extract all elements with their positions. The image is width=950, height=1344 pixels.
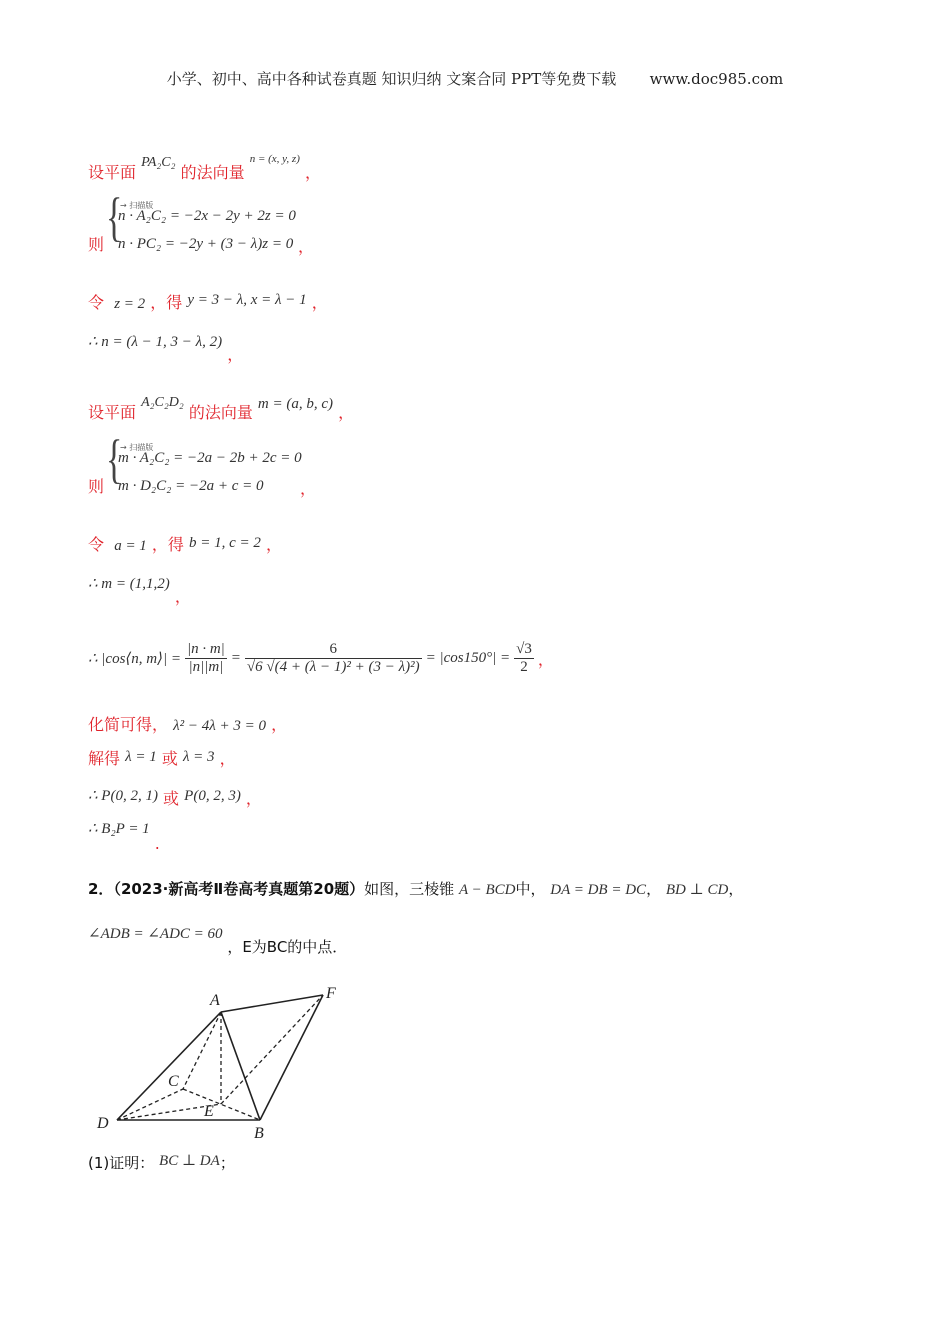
solve-label: 解得 bbox=[88, 749, 121, 768]
sol-line-9 bbox=[88, 630, 554, 686]
edge-AF bbox=[221, 995, 323, 1012]
comma: ， bbox=[245, 789, 262, 808]
problem-text: 如图，三棱锥 bbox=[364, 880, 455, 898]
cos150-equals: = |cos150°| = bbox=[425, 649, 511, 666]
plane-a2c2d2: A₂C₂D₂ bbox=[141, 395, 184, 410]
problem-text: ， bbox=[728, 880, 744, 898]
fraction-dot-over-norms bbox=[185, 641, 227, 676]
comma: ， bbox=[219, 749, 236, 768]
b2p-result: ∴ B₂P = 1 bbox=[88, 821, 150, 837]
problem-2-condition-angles bbox=[88, 926, 348, 956]
label-B: B bbox=[254, 1125, 264, 1142]
page-header bbox=[0, 68, 950, 89]
normal-label: 的法向量 bbox=[180, 163, 245, 182]
a-value: a = 1 bbox=[114, 538, 147, 554]
problem-text: 中， bbox=[515, 880, 546, 898]
equation-1: m · A₂C₂ = −2a − 2b + 2c = 0 bbox=[118, 450, 302, 466]
fraction-denominator: 2 bbox=[520, 658, 528, 675]
system-brace: { bbox=[106, 430, 123, 490]
let-label: 令 bbox=[88, 293, 105, 312]
system-brace: { bbox=[106, 188, 123, 248]
let-label: 令 bbox=[88, 535, 105, 554]
fraction-numerator: 6 bbox=[245, 641, 422, 659]
label-A: A bbox=[210, 992, 220, 1009]
problem-number: 2． bbox=[88, 880, 114, 898]
comma: ， bbox=[227, 345, 244, 364]
pyramid-name: A − BCD bbox=[458, 882, 516, 898]
comma: ， bbox=[311, 293, 328, 312]
b-c-result: b = 1, c = 2 bbox=[189, 535, 261, 551]
edge-FB bbox=[260, 995, 323, 1120]
sol-line-13 bbox=[88, 818, 160, 853]
lambda-3: λ = 3 bbox=[182, 749, 215, 765]
sol-line-10 bbox=[88, 712, 287, 735]
problem-text: ， bbox=[646, 880, 662, 898]
comma: ， bbox=[304, 163, 321, 182]
normal-label: 的法向量 bbox=[188, 403, 253, 422]
sol-line-3 bbox=[88, 290, 328, 313]
vector-m: m = (a, b, c) bbox=[257, 396, 334, 412]
comma: ， bbox=[537, 649, 554, 669]
plane-label: 设平面 bbox=[88, 163, 137, 182]
scan-mark: → 扫描版 bbox=[120, 443, 154, 452]
quadratic-equation: λ² − 4λ + 3 = 0 bbox=[173, 718, 266, 734]
sol-line-12 bbox=[88, 782, 262, 808]
pyramid-figure bbox=[90, 982, 360, 1142]
scan-mark: → 扫描版 bbox=[120, 201, 154, 210]
sol-line-5 bbox=[88, 388, 355, 422]
comma: ， bbox=[271, 715, 288, 734]
comma: ， bbox=[266, 535, 283, 554]
point-p1: ∴ P(0, 2, 1) bbox=[88, 788, 158, 804]
equation-1: n · A₂C₂ = −2x − 2y + 2z = 0 bbox=[118, 208, 296, 224]
fraction-denominator: |n||m| bbox=[188, 658, 224, 675]
label-F: F bbox=[326, 985, 336, 1002]
sol-line-1 bbox=[88, 148, 321, 182]
z-value: z = 2 bbox=[114, 296, 146, 312]
label-D: D bbox=[97, 1115, 109, 1132]
or-label: 或 bbox=[163, 789, 180, 808]
then-label: 则 bbox=[88, 477, 105, 496]
problem-text: ，E为BC的中点． bbox=[227, 938, 348, 956]
edge-CB-dashed bbox=[183, 1089, 260, 1120]
equation-2: n · PC₂ = −2y + (3 − λ)z = 0 bbox=[118, 236, 294, 252]
label-C: C bbox=[168, 1073, 179, 1090]
header-text: 小学、初中、高中各种试卷真题 知识归纳 文案合同 PPT等免费下载 bbox=[166, 70, 617, 88]
plane-label: 设平面 bbox=[88, 403, 137, 422]
fraction-numerator: √3 bbox=[516, 640, 532, 657]
fraction-sqrt3-over-2 bbox=[514, 641, 534, 676]
or-label: 或 bbox=[161, 749, 178, 768]
period: . bbox=[154, 834, 160, 853]
edge-AC-dashed bbox=[183, 1012, 221, 1089]
problem-2-part-1 bbox=[88, 1152, 235, 1173]
then-label: 则 bbox=[88, 235, 105, 254]
sol-line-4 bbox=[88, 328, 244, 364]
comma: ， bbox=[300, 479, 317, 498]
problem-2-statement bbox=[88, 878, 743, 899]
cos-abs-left: ∴ |cos⟨n, m⟩| = bbox=[88, 650, 181, 667]
get-label: ，得 bbox=[151, 535, 184, 554]
edge-DC-dashed bbox=[117, 1089, 183, 1120]
fraction-numeric bbox=[245, 641, 422, 676]
comma: ， bbox=[174, 587, 191, 606]
edge-EF-dashed bbox=[221, 995, 323, 1104]
sol-line-8 bbox=[88, 570, 191, 606]
sol-line-7 bbox=[88, 532, 282, 555]
part-1-label: (1)证明： bbox=[88, 1154, 155, 1172]
point-p2: P(0, 2, 3) bbox=[184, 788, 241, 804]
comma: ， bbox=[338, 403, 355, 422]
edge-AB bbox=[221, 1012, 260, 1120]
condition-equal-edges: DA = DB = DC bbox=[550, 882, 647, 898]
condition-perpendicular: BD ⊥ CD bbox=[665, 882, 729, 898]
fraction-numerator: |n · m| bbox=[186, 640, 225, 657]
n-vector-result: ∴ n = (λ − 1, 3 − λ, 2) bbox=[88, 334, 223, 350]
sol-line-11 bbox=[88, 746, 236, 769]
comma: ， bbox=[298, 237, 315, 256]
equation-2: m · D₂C₂ = −2a + c = 0 bbox=[118, 478, 264, 494]
lambda-1: λ = 1 bbox=[125, 749, 157, 765]
part-1-end: ； bbox=[219, 1154, 235, 1172]
fraction-denominator: √6 √(4 + (λ − 1)² + (3 − λ)²) bbox=[246, 658, 420, 675]
part-1-claim: BC ⊥ DA bbox=[159, 1153, 220, 1169]
m-vector-result: ∴ m = (1,1,2) bbox=[88, 576, 170, 592]
header-url: www.doc985.com bbox=[649, 70, 784, 88]
vector-n: n = (x, y, z) bbox=[249, 153, 300, 165]
label-E: E bbox=[204, 1103, 214, 1120]
plane-pa2c2: PA₂C₂ bbox=[141, 155, 176, 170]
y-x-result: y = 3 − λ, x = λ − 1 bbox=[187, 292, 307, 308]
simplify-label: 化简可得， bbox=[88, 715, 169, 734]
problem-source: （2023·新高考Ⅱ卷高考真题第20题） bbox=[113, 880, 365, 898]
equals: = bbox=[230, 649, 241, 666]
get-label: ，得 bbox=[150, 293, 183, 312]
condition-angles: ∠ADB = ∠ADC = 60 bbox=[88, 926, 223, 942]
